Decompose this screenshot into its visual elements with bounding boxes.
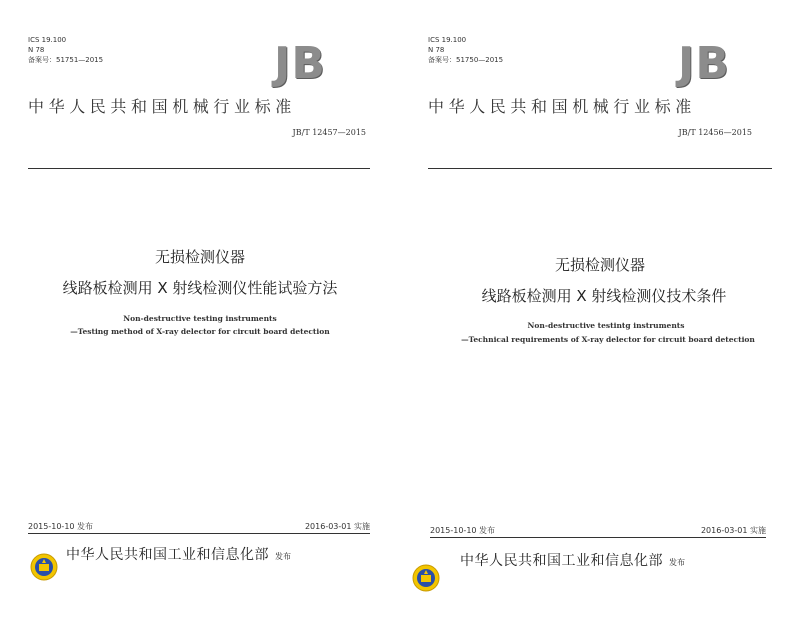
miit-emblem-icon <box>412 564 440 592</box>
issuer-name: 中华人民共和国工业和信息化部 <box>66 547 269 563</box>
cover-meta <box>428 35 503 65</box>
top-divider <box>428 168 772 169</box>
miit-emblem-icon <box>30 553 58 581</box>
title-cn-line-2: 线路板检测用 X 射线检测仪性能试验方法 <box>62 279 338 297</box>
filing-number: 备案号：51750—2015 <box>428 56 504 64</box>
issuer-name: 中华人民共和国工业和信息化部 <box>460 553 663 569</box>
issuer-suffix: 发布 <box>275 552 291 561</box>
title-cn-line-2: 线路板检测用 X 射线检测仪技术条件 <box>481 287 727 305</box>
title-en-line-1: Non-destructive testintg instruments <box>527 321 685 330</box>
title-en-line-1: Non-destructive testing instruments <box>123 314 277 323</box>
cover-meta <box>28 35 103 65</box>
issuer <box>66 544 291 564</box>
n-code: N 78 <box>428 46 445 54</box>
standard-header: 中华人民共和国机械行业标准 <box>428 97 696 116</box>
issue-date: 2015-10-10 发布 <box>430 526 496 535</box>
jb-logo-icon: JB <box>274 38 326 89</box>
issuer <box>460 550 685 570</box>
standard-header: 中华人民共和国机械行业标准 <box>28 97 296 116</box>
ics-code: ICS 19.100 <box>28 36 67 44</box>
implementation-date: 2016-03-01 实施 <box>700 526 766 535</box>
title-cn-line-1: 无损检测仪器 <box>554 256 645 274</box>
top-divider <box>28 168 370 169</box>
bottom-divider <box>28 533 370 534</box>
bottom-divider <box>430 537 766 538</box>
n-code: N 78 <box>28 46 45 54</box>
title-en-line-2: —Technical requirements of X-ray delector for circuit board detection <box>461 335 755 344</box>
filing-number: 备案号：51751—2015 <box>28 56 104 64</box>
jb-logo-icon: JB <box>678 38 730 89</box>
standard-cover-2 <box>400 0 800 628</box>
standard-code: JB/T 12457—2015 <box>292 128 366 137</box>
standard-code: JB/T 12456—2015 <box>678 128 752 137</box>
issue-date: 2015-10-10 发布 <box>28 522 94 531</box>
ics-code: ICS 19.100 <box>428 36 467 44</box>
implementation-date: 2016-03-01 实施 <box>304 522 370 531</box>
issuer-suffix: 发布 <box>669 558 685 567</box>
title-en-line-2: —Testing method of X-ray delector for circuit board detection <box>70 327 330 336</box>
title-cn-line-1: 无损检测仪器 <box>154 248 245 266</box>
